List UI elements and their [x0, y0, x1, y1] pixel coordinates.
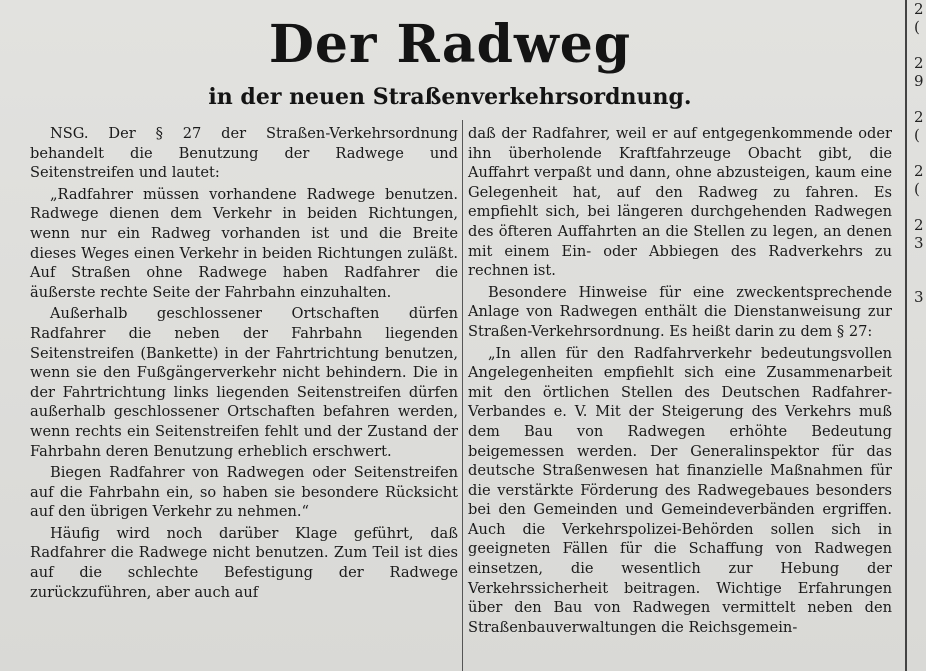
edge-fragment-char: 2: [914, 216, 924, 234]
edge-fragment-char: 2: [914, 108, 924, 126]
edge-fragment-char: 3: [914, 288, 924, 306]
edge-fragment-char: (: [914, 126, 920, 144]
edge-fragment-char: 2: [914, 162, 924, 180]
edge-fragment-char: 9: [914, 72, 924, 90]
edge-fragment-char: [914, 198, 926, 216]
article-headline: Der Radweg: [268, 14, 632, 75]
edge-fragment-char: [914, 252, 926, 270]
edge-fragment-char: [914, 144, 926, 162]
edge-fragment-char: [914, 270, 926, 288]
paragraph: Besondere Hinweise für eine zweckentsprechende Anlage von Radwegen enthält die Dienstanweisung zur Straßen-Verkehrsordnung. Es heißt darin zu dem § 27:: [468, 283, 892, 340]
paragraph: Außerhalb geschlossener Ortschaften dürfen Radfahrer die neben der Fahrbahn liegenden Seitenstreifen (Bankette) in der Fahrtrichtung benutzen, wenn sie den Fußgängerverkehr nicht behindern. Die in der Fahrtrichtung links liegenden Seitenstreifen dürfen außerhalb geschlossener Ortschaften befahren werden, wenn rechts ein Seitenstreifen fehlt und der Zustand der Fahrbahn deren Benutzung erheblich erschwert.: [30, 305, 458, 460]
edge-fragment-char: (: [914, 18, 920, 36]
edge-fragment-char: 2: [914, 0, 924, 18]
paragraph: Häufig wird noch darüber Klage geführt, daß Radfahrer die Radwege nicht benutzen. Zum Teil ist dies auf die schlechte Befestigung der Radwege zurückzuführen, aber auch auf: [30, 524, 458, 601]
column-divider: [462, 120, 463, 671]
article-column-left: [30, 124, 458, 604]
article-subheadline: in der neuen Straßenverkehrsordnung.: [208, 84, 692, 110]
paragraph: daß der Radfahrer, weil er auf entgegenkommende oder ihn überholende Kraftfahrzeuge Obacht gibt, die Auffahrt verpaßt und dann, ohne abzusteigen, kaum eine Gelegenheit hat, auf den Radweg zu fahren. Es empfiehlt sich, bei längeren durchgehenden Radwegen des öfteren Auffahrten an die Stellen zu legen, an denen mit einem Ein- oder Abbiegen des Radverkehrs zu rechnen ist.: [468, 125, 892, 280]
article-column-right: [468, 124, 892, 639]
paragraph: „Radfahrer müssen vorhandene Radwege benutzen. Radwege dienen dem Verkehr in beiden Richtungen, wenn nur ein Radweg vorhanden ist und die Breite dieses Weges einen Verkehr in beiden Richtungen zuläßt. Auf Straßen ohne Radwege haben Radfahrer die äußerste rechte Seite der Fahrbahn einzuhalten.: [30, 185, 458, 301]
paragraph: NSG. Der § 27 der Straßen-Verkehrsordnung behandelt die Benutzung der Radwege und Seitenstreifen und lautet:: [30, 125, 458, 182]
paragraph: Biegen Radfahrer von Radwegen oder Seitenstreifen auf die Fahrbahn ein, so haben sie besondere Rücksicht auf den übrigen Verkehr zu nehmen.“: [30, 464, 458, 521]
edge-fragment-char: 2: [914, 54, 924, 72]
adjacent-column-fragment: [914, 0, 926, 671]
edge-fragment-char: (: [914, 180, 920, 198]
paragraph: „In allen für den Radfahrverkehr bedeutungsvollen Angelegenheiten empfiehlt sich eine Zusammenarbeit mit den örtlichen Stellen des Deutschen Radfahrer-Verbandes e. V. Mit der Steigerung des Verkehrs muß dem Bau von Radwegen erhöhte Bedeutung beigemessen werden. Der Generalinspektor für das deutsche Straßenwesen hat finanzielle Maßnahmen für die verstärkte Förderung des Radwegebaues besonders bei den Gemeinden und Gemeindeverbänden ergriffen. Auch die Verkehrspolizei-Behörden sollen sich in geeigneten Fällen für die Schaffung von Radwegen einsetzen, die wesentlich zur Hebung der Verkehrssicherheit beitragen. Wichtige Erfahrungen über den Bau von Radwegen vermittelt neben den Straßenbauverwaltungen die Reichsgemein-: [468, 344, 892, 636]
edge-fragment-char: 3: [914, 234, 924, 252]
page-column-rule: [905, 0, 907, 671]
edge-fragment-char: [914, 90, 926, 108]
edge-fragment-char: [914, 36, 926, 54]
